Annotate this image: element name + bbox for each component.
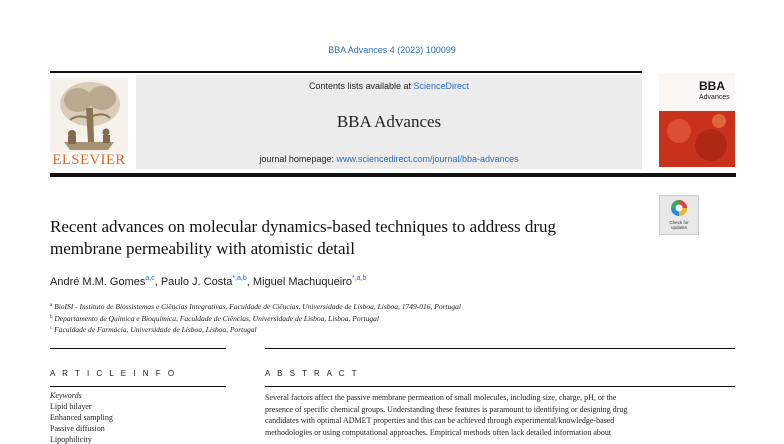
keyword-item: Enhanced sampling bbox=[50, 413, 113, 422]
cover-artwork bbox=[659, 111, 735, 167]
header-bottom-rule bbox=[50, 173, 736, 177]
article-title-line2: membrane permeability with atomistic detail bbox=[50, 239, 355, 258]
affiliation-text: BioISI - Instituto de Biossistemas e Ciências Integrativas, Faculdade de Ciências, Universidade de Lisboa, Lisboa, 1749-016, Portugal bbox=[54, 302, 461, 311]
article-title bbox=[50, 216, 650, 260]
journal-cover[interactable] bbox=[659, 73, 735, 167]
article-info-top-rule bbox=[50, 348, 226, 349]
contents-prefix: Contents lists available at bbox=[308, 81, 411, 91]
check-updates-line1: Check for bbox=[669, 220, 689, 225]
check-updates-line2: updates bbox=[670, 225, 687, 230]
abstract-body bbox=[265, 392, 735, 438]
abstract-line: candidates with optimal ADMET properties and this can be achieved through experimental/knowledge-based bbox=[265, 416, 615, 425]
journal-homepage bbox=[136, 154, 642, 164]
author-name[interactable]: Miguel Machuqueiro bbox=[252, 276, 352, 288]
keyword-item: Lipophilicity bbox=[50, 435, 92, 444]
contents-available bbox=[136, 81, 642, 91]
elsevier-logo bbox=[50, 78, 128, 168]
affiliation-key: c bbox=[50, 326, 53, 331]
article-info-heading: A R T I C L E I N F O bbox=[50, 369, 177, 378]
cover-subtitle: Advances bbox=[699, 94, 730, 101]
keyword-item: Passive diffusion bbox=[50, 424, 105, 433]
elsevier-wordmark: ELSEVIER bbox=[52, 152, 126, 168]
article-info-rule bbox=[50, 386, 226, 387]
affiliation-c bbox=[50, 325, 257, 334]
abstract-top-rule bbox=[265, 348, 735, 349]
author-affiliation-marks[interactable]: a,c bbox=[145, 275, 155, 282]
author-affiliation-marks[interactable]: *,a,b bbox=[351, 275, 367, 282]
abstract-line: presence of specific chemical groups. Understanding these features is paramount to identifying or designing drug bbox=[265, 404, 628, 414]
author-name[interactable]: Paulo J. Costa bbox=[160, 276, 233, 288]
journal-citation[interactable]: BBA Advances 4 (2023) 100099 bbox=[328, 45, 456, 55]
affiliation-b bbox=[50, 314, 379, 323]
cover-title: BBA bbox=[699, 79, 725, 93]
elsevier-tree-icon bbox=[50, 78, 128, 152]
abstract-heading: A B S T R A C T bbox=[265, 369, 359, 378]
author-list bbox=[50, 275, 366, 288]
keyword-item: Lipid bilayer bbox=[50, 402, 92, 411]
check-updates-text bbox=[660, 220, 698, 230]
homepage-prefix: journal homepage: bbox=[259, 154, 334, 164]
affiliation-key: a bbox=[50, 303, 53, 308]
check-for-updates-badge[interactable] bbox=[659, 195, 699, 235]
journal-name: BBA Advances bbox=[336, 112, 442, 131]
author-separator: , bbox=[154, 276, 161, 288]
homepage-link[interactable]: www.sciencedirect.com/journal/bba-advances bbox=[336, 154, 519, 164]
abstract-rule bbox=[265, 386, 735, 387]
abstract-line: methodologies or using computational approaches. Empirical methods often lack detailed information about bbox=[265, 427, 612, 437]
affiliation-text: Faculdade de Farmácia, Universidade de Lisboa, Lisboa, Portugal bbox=[54, 325, 257, 334]
keywords-label: Keywords bbox=[50, 391, 82, 400]
article-title-line1: Recent advances on molecular dynamics-based techniques to address drug bbox=[50, 217, 557, 236]
sciencedirect-link[interactable]: ScienceDirect bbox=[413, 81, 470, 91]
abstract-line: Several factors affect the passive membrane permeation of small molecules, including size, charge, pH, or the bbox=[265, 393, 617, 402]
author-affiliation-marks[interactable]: *,a,b bbox=[232, 275, 247, 282]
author-name[interactable]: André M.M. Gomes bbox=[50, 276, 146, 288]
affiliation-text: Departamento de Química e Bioquímica, Faculdade de Ciências, Universidade de Lisboa, Lisboa, Portugal bbox=[54, 314, 379, 323]
header-top-rule bbox=[50, 71, 642, 73]
affiliation-key: b bbox=[50, 315, 53, 320]
affiliation-a bbox=[50, 302, 461, 311]
check-updates-icon bbox=[671, 200, 687, 218]
author-separator: , bbox=[246, 276, 253, 288]
